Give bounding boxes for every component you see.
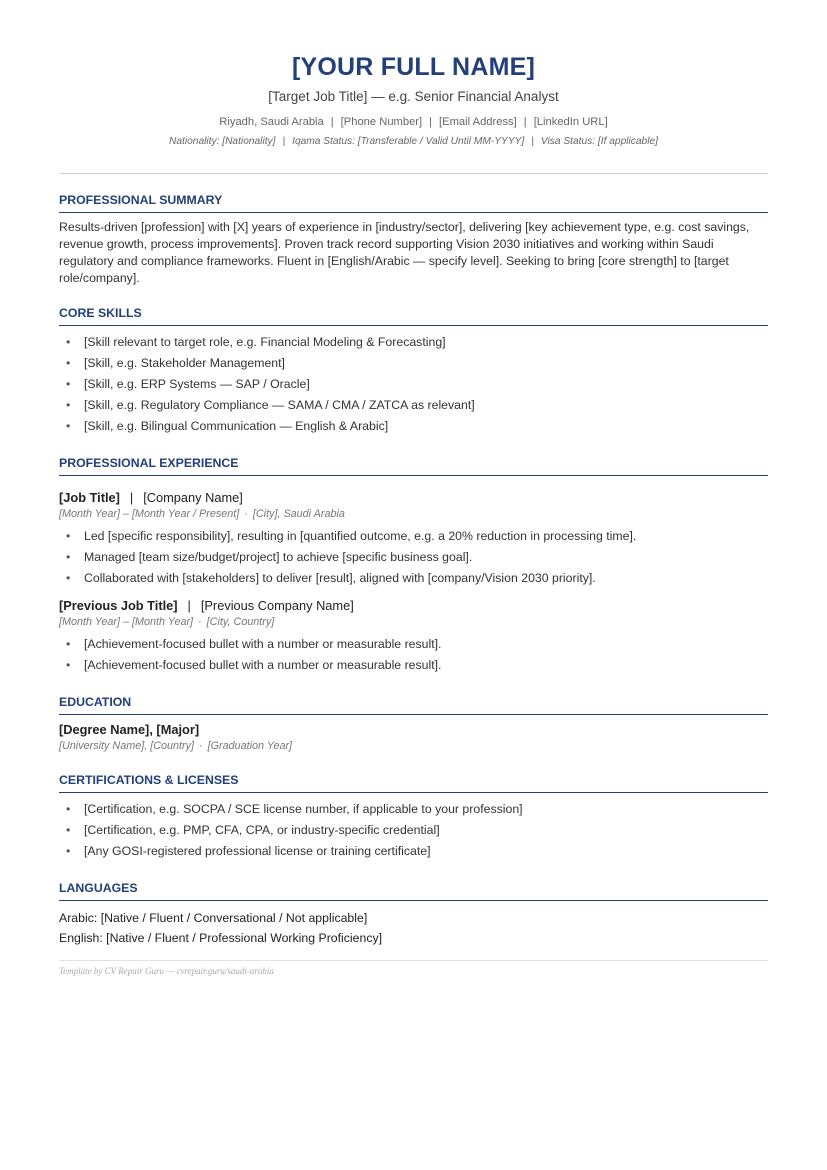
job-dates: [Month Year] – [Month Year] — [59, 616, 194, 628]
list-item: • [Achievement-focused bullet with a number or measurable result]. — [59, 655, 768, 676]
separator: | — [330, 116, 334, 128]
location: Riyadh, Saudi Arabia — [219, 116, 324, 128]
separator: | — [523, 116, 527, 128]
summary-heading: PROFESSIONAL SUMMARY — [59, 193, 768, 213]
job-title: [Previous Job Title] — [59, 598, 178, 613]
footer-divider — [59, 960, 768, 961]
job-dates: [Month Year] – [Month Year / Present] — [59, 508, 240, 520]
graduation-year: [Graduation Year] — [207, 740, 293, 752]
list-item: • [Any GOSI-registered professional license or training certificate] — [59, 841, 768, 862]
job-meta — [59, 507, 768, 522]
job-header — [59, 597, 768, 614]
job-location: [City, Country] — [206, 616, 275, 628]
education-heading: EDUCATION — [59, 695, 768, 715]
status-line — [59, 135, 768, 148]
language-arabic: Arabic: [Native / Fluent / Conversational / Not applicable] — [59, 911, 368, 925]
list-item: • [Certification, e.g. PMP, CFA, CPA, or industry-specific credential] — [59, 820, 768, 841]
meta-dot: · — [199, 740, 203, 752]
company-name: [Previous Company Name] — [200, 598, 354, 613]
contact-line — [59, 115, 768, 129]
linkedin-url: [LinkedIn URL] — [533, 116, 608, 128]
list-item: • [Skill, e.g. Regulatory Compliance — SAMA / CMA / ZATCA as relevant] — [59, 395, 768, 416]
job-title: [Job Title] — [59, 490, 120, 505]
experience-heading: PROFESSIONAL EXPERIENCE — [59, 456, 768, 476]
education-meta — [59, 739, 768, 754]
university-name: [University Name], [Country] — [59, 740, 194, 752]
template-credit: Template by CV Repair Guru — cvrepair.guru/saudi-arabia — [59, 966, 274, 976]
skills-heading: CORE SKILLS — [59, 306, 768, 326]
job-entry — [59, 597, 768, 676]
email: [Email Address] — [439, 116, 517, 128]
list-item: • Led [specific responsibility], resulting in [quantified outcome, e.g. a 20% reduction in processing time]. — [59, 526, 768, 547]
separator: | — [429, 116, 433, 128]
company-name: [Company Name] — [143, 490, 243, 505]
skills-list — [59, 332, 768, 437]
list-item: • [Achievement-focused bullet with a number or measurable result]. — [59, 634, 768, 655]
separator: | — [187, 598, 191, 613]
job-location: [City], Saudi Arabia — [252, 508, 345, 520]
separator: | — [531, 136, 534, 147]
job-meta — [59, 615, 768, 630]
list-item: • [Skill, e.g. ERP Systems — SAP / Oracle] — [59, 374, 768, 395]
iqama-status: Iqama Status: [Transferable / Valid Until MM-YYYY] — [292, 136, 525, 147]
languages-list — [59, 908, 768, 948]
header-divider — [59, 173, 768, 174]
job-header — [59, 489, 768, 506]
meta-dot: · — [244, 508, 248, 520]
list-item: • [Skill relevant to target role, e.g. Financial Modeling & Forecasting] — [59, 332, 768, 353]
job-bullets — [59, 526, 768, 589]
phone: [Phone Number] — [340, 116, 423, 128]
meta-dot: · — [198, 616, 202, 628]
list-item: • Managed [team size/budget/project] to achieve [specific business goal]. — [59, 547, 768, 568]
certifications-heading: CERTIFICATIONS & LICENSES — [59, 773, 768, 793]
degree-name: [Degree Name], [Major] — [59, 722, 200, 737]
resume-header — [59, 0, 768, 148]
separator: | — [282, 136, 286, 147]
job-entry — [59, 489, 768, 589]
full-name: [YOUR FULL NAME] — [292, 53, 535, 81]
list-item: • [Certification, e.g. SOCPA / SCE license number, if applicable to your profession] — [59, 799, 768, 820]
list-item: • Collaborated with [stakeholders] to deliver [result], aligned with [company/Vision 2030 priority]. — [59, 568, 768, 589]
nationality: Nationality: [Nationality] — [169, 136, 276, 147]
summary-text: Results-driven [profession] with [X] years of experience in [industry/sector], delivering [key achievement type, e.g. cost savings, revenue growth, process improvements]. Proven track record supporting Vision 2030 initiatives and working within Saudi regulatory and compliance frameworks. Fluent in [English/Arabic — specify level]. Seeking to bring [core strength] to [target role/company]. — [59, 220, 750, 285]
visa-status: Visa Status: [If applicable] — [540, 136, 658, 147]
languages-heading: LANGUAGES — [59, 881, 768, 901]
language-english: English: [Native / Fluent / Professional Working Proficiency] — [59, 931, 383, 945]
education-entry — [59, 721, 768, 754]
job-bullets — [59, 634, 768, 676]
list-item: • [Skill, e.g. Bilingual Communication — English & Arabic] — [59, 416, 768, 437]
separator: | — [129, 490, 134, 505]
list-item: • [Skill, e.g. Stakeholder Management] — [59, 353, 768, 374]
certifications-list — [59, 799, 768, 862]
target-job-title: [Target Job Title] — e.g. Senior Financial Analyst — [268, 89, 559, 104]
